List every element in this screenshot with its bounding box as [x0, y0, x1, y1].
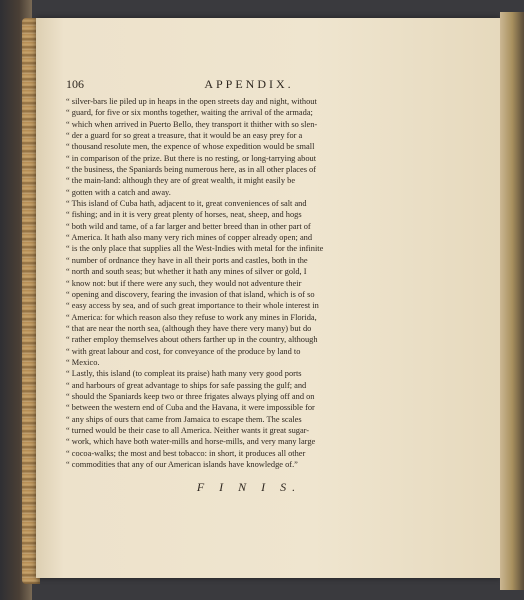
text-line: “ the business, the Spaniards being numerous here, as in all other places of: [66, 165, 317, 175]
text-line: “ the main-land: although they are of great wealth, it might easily be: [66, 176, 296, 186]
page-number: 106: [66, 77, 84, 91]
text-line: “ number of ordnance they have in all their ports and castles, both in the: [66, 255, 308, 265]
text-line: “ cocoa-walks; the most and best tobacco: in short, it produces all other: [66, 448, 306, 458]
text-line: “ silver-bars lie piled up in heaps in the open streets day and night, without: [66, 97, 317, 106]
text-line: “ easy access by sea, and of such great importance to their whole interest in: [66, 301, 319, 311]
text-line: “ is the only place that supplies all the West-Indies with metal for the infinite: [66, 244, 324, 254]
text-line: “ guard, for five or six months together, waiting the arrival of the armada;: [66, 108, 313, 118]
finis-heading: F I N I S.: [196, 480, 302, 495]
running-title: APPENDIX.: [204, 77, 294, 91]
text-line: “ Lastly, this island (to compleat its praise) hath many very good ports: [66, 369, 302, 379]
text-line: “ fishing; and in it is very great plenty of horses, neat, sheep, and hogs: [66, 210, 302, 220]
text-line: “ with great labour and cost, for conveyance of the produce by land to: [66, 346, 301, 356]
text-line: “ both wild and tame, of a far larger and better breed than in other part of: [66, 221, 311, 231]
text-line: “ rather employ themselves about others farther up in the country, although: [66, 335, 318, 345]
running-head: [66, 76, 432, 92]
text-line: “ commodities that any of our American islands have knowledge of.”: [66, 460, 298, 469]
text-line: “ north and south seas; but whether it hath any mines of silver or gold, I: [66, 267, 307, 277]
text-line: “ that are near the north sea, (although they have there very many) but do: [66, 323, 312, 333]
text-block: [66, 76, 432, 495]
text-line: “ turned would be their case to all America. Neither wants it great sugar-: [66, 425, 310, 435]
text-line: “ and harbours of great advantage to ships for safe passing the gulf; and: [66, 380, 307, 390]
text-line: “ This island of Cuba hath, adjacent to it, great conveniences of salt and: [66, 199, 307, 209]
text-line: “ should the Spaniards keep two or three frigates always plying off and on: [66, 391, 315, 401]
text-line: “ between the western end of Cuba and the Havana, it were impossible for: [66, 403, 315, 413]
text-line: “ gotten with a catch and away.: [66, 187, 171, 197]
text-line: “ work, which have both water-mills and horse-mills, and very many large: [66, 437, 316, 447]
text-line: “ opening and discovery, fearing the invasion of that island, which is of so: [66, 289, 315, 299]
text-line: “ America: for which reason also they refuse to work any mines in Florida,: [66, 312, 317, 322]
text-line: “ der a guard for so great a treasure, that it would be an easy prey for a: [66, 131, 303, 141]
text-line: “ which when arrived in Puerto Bello, they transport it thither with so slen-: [66, 119, 318, 129]
body-text: [66, 96, 432, 470]
text-line: “ in comparison of the prize. But there is no resting, or long-tarrying about: [66, 153, 317, 163]
text-line: “ Mexico.: [66, 357, 100, 367]
text-line: “ any ships of ours that came from Jamaica to escape them. The scales: [66, 414, 302, 424]
text-line: “ thousand resolute men, the expence of whose expedition would be small: [66, 142, 315, 152]
page-stack-edge: [500, 12, 524, 590]
text-line: “ know not: but if there were any such, they would not adventure their: [66, 278, 302, 288]
text-line: “ America. It hath also many very rich mines of copper already open; and: [66, 233, 313, 243]
